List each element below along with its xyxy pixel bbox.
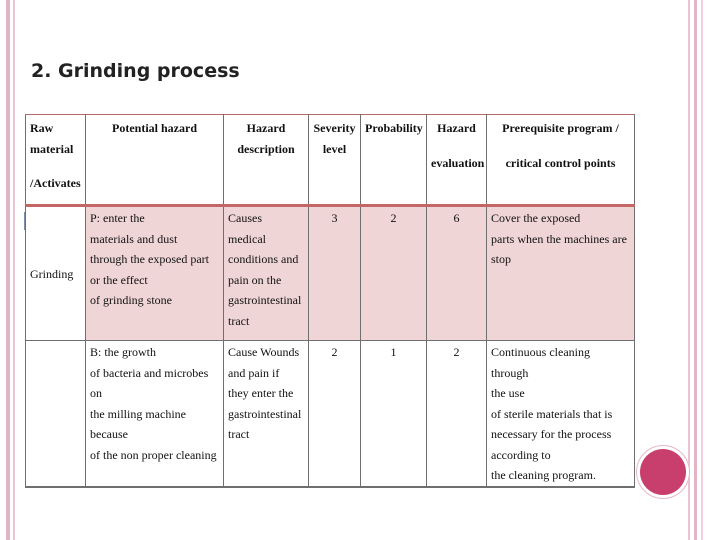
header-severity: Severity level <box>309 115 361 206</box>
table-row <box>26 206 635 341</box>
cell-hazard-description: Causes medical conditions and pain on the gastrointestinal tract <box>224 206 309 341</box>
cell-probability: 2 <box>361 206 427 341</box>
header-potential-hazard: Potential hazard <box>86 115 224 206</box>
left-decorative-rail-thin <box>13 0 15 540</box>
cell-material: Grinding <box>26 206 86 341</box>
table-row <box>26 341 635 487</box>
cell-control-points: Continuous cleaning through the use of sterile materials that is necessary for the process according to the cleaning program. <box>487 341 635 487</box>
cell-potential-hazard: P: enter the materials and dust through the exposed part or the effect of grinding stone <box>86 206 224 341</box>
header-raw-material: Raw material /Activates <box>26 115 86 206</box>
left-decorative-rail <box>6 0 10 540</box>
cell-material <box>26 341 86 487</box>
decorative-circle <box>640 449 686 495</box>
table-header-row <box>26 115 635 206</box>
header-prerequisite: Prerequisite program / critical control points <box>487 115 635 206</box>
cell-severity: 2 <box>309 341 361 487</box>
header-probability: Probability <box>361 115 427 206</box>
page-title: 2. Grinding process <box>31 60 240 82</box>
cell-potential-hazard: B: the growth of bacteria and microbes on the milling machine because of the non proper cleaning <box>86 341 224 487</box>
header-hazard-evaluation: Hazard evaluation <box>427 115 487 206</box>
cell-hazard-evaluation: 6 <box>427 206 487 341</box>
right-decorative-rail-thin <box>688 0 690 540</box>
cell-hazard-evaluation: 2 <box>427 341 487 487</box>
cell-hazard-description: Cause Wounds and pain if they enter the gastrointestinal tract <box>224 341 309 487</box>
right-decorative-rail <box>694 0 697 540</box>
haccp-table <box>25 114 635 488</box>
header-hazard-description: Hazard description <box>224 115 309 206</box>
cell-control-points: Cover the exposed parts when the machines are stop <box>487 206 635 341</box>
cell-severity: 3 <box>309 206 361 341</box>
right-decorative-rail-outer <box>701 0 703 540</box>
cell-probability: 1 <box>361 341 427 487</box>
